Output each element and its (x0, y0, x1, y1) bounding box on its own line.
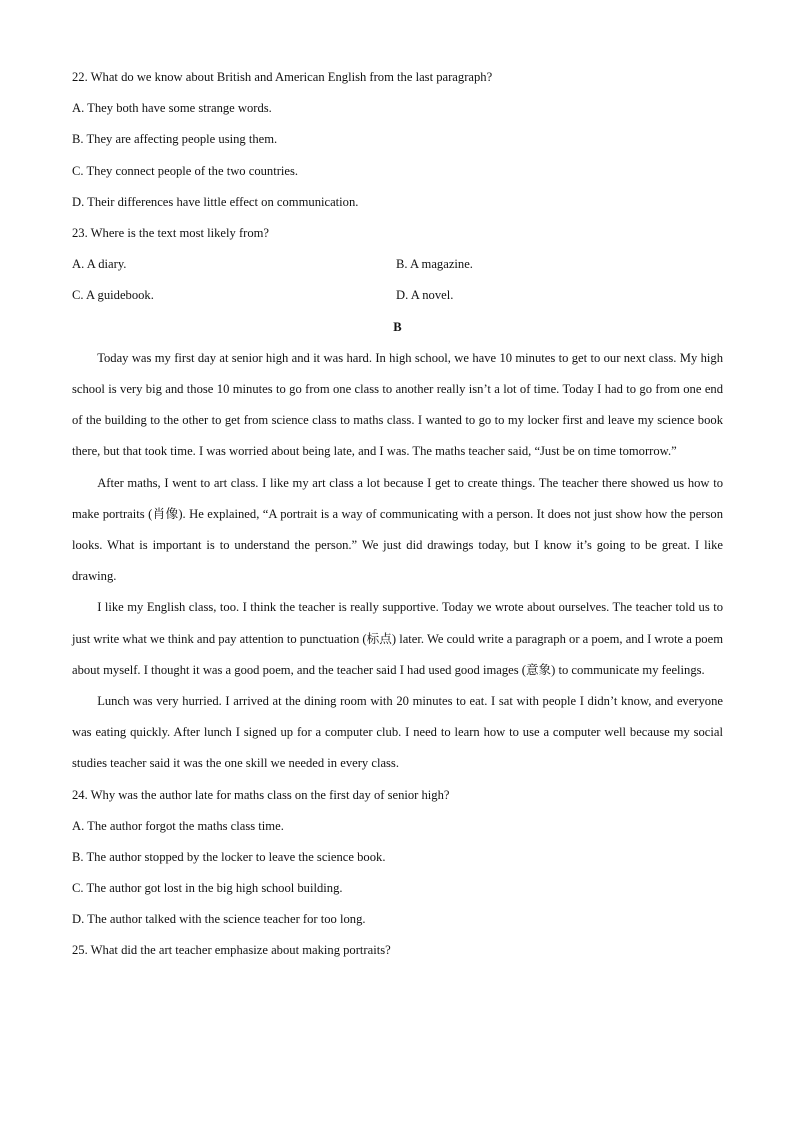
question-23-option-d: D. A novel. (396, 288, 454, 303)
question-23-options-row-2 (72, 280, 723, 311)
question-23-stem: 23. Where is the text most likely from? (72, 225, 270, 240)
question-22-option-b: B. They are affecting people using them. (72, 132, 278, 147)
question-22-option-a: A. They both have some strange words. (72, 101, 272, 116)
question-23-option-a: A. A diary. (72, 257, 127, 272)
passage-paragraph-2: After maths, I went to art class. I like my art class a lot because I get to create things. The teacher there showed us how to make portraits (肖像). He explained, “A portrait is a way of communicating with a person. It does not just show how the person looks. What is important is to understand the person.” We just did drawings today, but I know it’s going to be great. I like drawing. (72, 475, 723, 584)
question-24-option-d: D. The author talked with the science teacher for too long. (72, 912, 366, 927)
question-22-stem: 22. What do we know about British and American English from the last paragraph? (72, 70, 493, 84)
question-24-option-a: A. The author forgot the maths class time. (72, 818, 284, 833)
question-25-stem: 25. What did the art teacher emphasize about making portraits? (72, 943, 391, 958)
exam-page (72, 62, 723, 967)
question-24-stem: 24. Why was the author late for maths class on the first day of senior high? (72, 787, 450, 802)
question-22-option-c: C. They connect people of the two countries. (72, 163, 299, 178)
question-22-option-d: D. Their differences have little effect on communication. (72, 194, 359, 209)
question-23-option-b: B. A magazine. (396, 257, 473, 272)
passage-paragraph-1: Today was my first day at senior high and it was hard. In high school, we have 10 minutes to get to our next class. My high school is very big and those 10 minutes to go from one class to another really isn’t a lot of time. Today I had to go from one end of the building to the other to get from science class to maths class. I wanted to go to my locker first and leave my science book there, but that took time. I was worried about being late, and I was. The maths teacher said, “Just be on time tomorrow.” (72, 350, 723, 459)
passage-paragraph-4: Lunch was very hurried. I arrived at the dining room with 20 minutes to eat. I sat with people I didn’t know, and everyone was eating quickly. After lunch I signed up for a computer club. I need to learn how to use a computer well because my social studies teacher said it was the one skill we needed in every class. (72, 693, 723, 771)
question-24-option-c: C. The author got lost in the big high school building. (72, 881, 343, 896)
question-23-options-row-1 (72, 249, 723, 280)
passage-paragraph-3: I like my English class, too. I think the teacher is really supportive. Today we wrote about ourselves. The teacher told us to just write what we think and pay attention to punctuation (标点) later. We could write a paragraph or a poem, and I wrote a poem about myself. I thought it was a good poem, and the teacher said I had used good images (意象) to communicate my feelings. (72, 600, 723, 677)
section-b-title: B (393, 319, 402, 334)
question-23-option-c: C. A guidebook. (72, 288, 154, 303)
question-24-option-b: B. The author stopped by the locker to leave the science book. (72, 849, 386, 864)
